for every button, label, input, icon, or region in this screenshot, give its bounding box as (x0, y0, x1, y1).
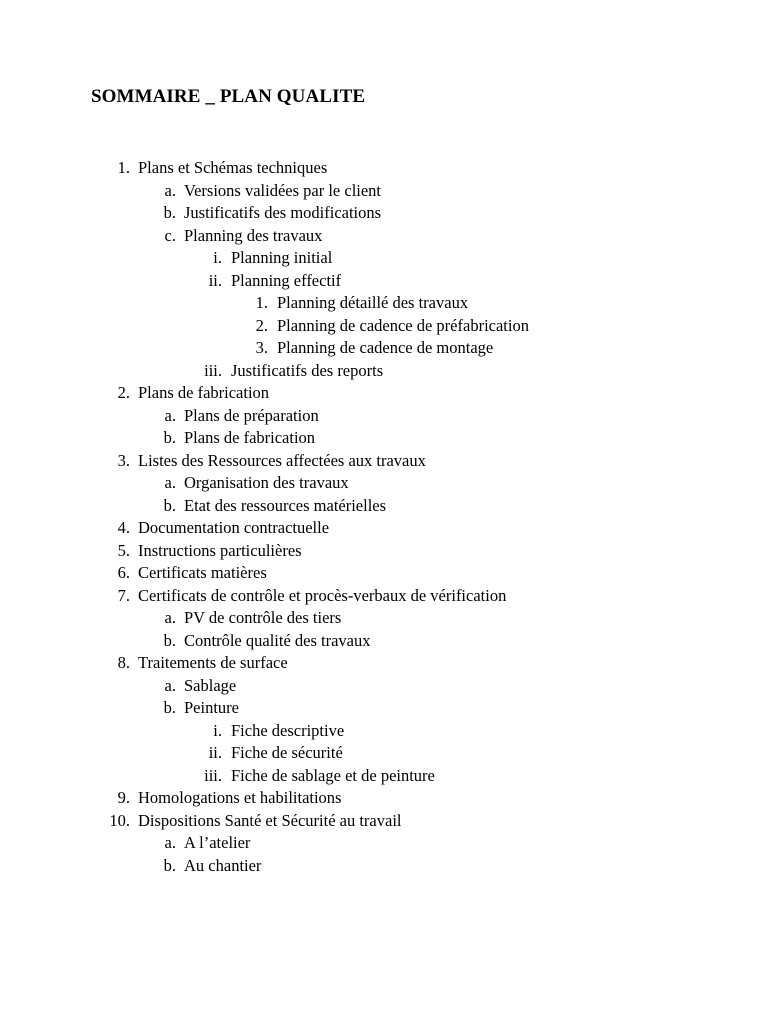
toc-item-text: Dispositions Santé et Sécurité au travail (138, 810, 402, 830)
toc-item-level-1 (0, 382, 768, 405)
toc-item-text: Listes des Ressources affectées aux travaux (138, 450, 426, 470)
toc-item-text: Peinture (184, 698, 239, 717)
toc-item-number: a. (164, 405, 176, 425)
toc-item-text: Fiche descriptive (231, 720, 345, 740)
table-of-contents (0, 157, 768, 877)
toc-item-level-3 (0, 720, 768, 743)
toc-item-text: Justificatifs des reports (231, 360, 384, 380)
toc-item-number: 5. (117, 540, 130, 560)
toc-item-text: Au chantier (184, 855, 262, 875)
toc-item-number: 4. (117, 518, 130, 537)
document-title: SOMMAIRE _ PLAN QUALITE (91, 86, 366, 107)
toc-item-text: Planning de cadence de préfabrication (277, 315, 529, 335)
toc-item-number: ii. (208, 743, 222, 762)
toc-item-text: Plans de fabrication (184, 428, 316, 447)
toc-item-level-2 (0, 202, 768, 225)
toc-item-text: Planning de cadence de montage (277, 338, 494, 357)
toc-item-text: Plans de préparation (184, 405, 319, 425)
toc-item-number: b. (163, 203, 176, 222)
toc-item-level-2 (0, 607, 768, 630)
toc-item-text: Instructions particulières (138, 540, 302, 560)
toc-item-level-2 (0, 855, 768, 878)
toc-item-level-2 (0, 697, 768, 720)
toc-item-level-1 (0, 562, 768, 585)
toc-item-number: 7. (117, 585, 130, 605)
toc-item-level-2 (0, 630, 768, 653)
toc-item-text: Planning effectif (231, 270, 342, 290)
toc-item-level-3 (0, 765, 768, 788)
toc-item-number: 10. (109, 810, 130, 830)
toc-item-text: Organisation des travaux (184, 473, 349, 492)
toc-item-text: Planning détaillé des travaux (277, 293, 469, 312)
toc-item-number: a. (164, 675, 176, 695)
toc-item-number: a. (164, 833, 176, 852)
toc-item-level-3 (0, 742, 768, 765)
toc-item-number: b. (163, 428, 176, 447)
toc-item-text: Versions validées par le client (184, 180, 382, 200)
toc-item-number: i. (213, 248, 222, 267)
toc-item-number: a. (164, 473, 176, 492)
toc-item-number: a. (164, 180, 176, 200)
toc-item-level-3 (0, 270, 768, 293)
toc-item-level-1 (0, 585, 768, 608)
toc-item-number: c. (164, 225, 176, 245)
toc-item-level-4 (0, 337, 768, 360)
toc-item-number: 9. (117, 788, 130, 807)
toc-item-text: Planning des travaux (184, 225, 323, 245)
toc-item-number: 1. (117, 158, 130, 177)
toc-item-level-1 (0, 787, 768, 810)
toc-item-level-3 (0, 247, 768, 270)
toc-item-number: 3. (255, 338, 268, 357)
toc-item-level-1 (0, 517, 768, 540)
toc-item-text: Sablage (184, 675, 237, 695)
toc-item-level-1 (0, 810, 768, 833)
toc-item-level-1 (0, 540, 768, 563)
toc-item-number: iii. (204, 765, 222, 785)
toc-item-number: 8. (117, 653, 130, 672)
toc-item-text: Certificats matières (138, 563, 267, 582)
toc-item-number: b. (163, 630, 176, 650)
toc-item-number: a. (164, 608, 176, 627)
toc-item-number: b. (163, 698, 176, 717)
toc-item-level-4 (0, 315, 768, 338)
toc-item-level-2 (0, 427, 768, 450)
toc-item-text: Contrôle qualité des travaux (184, 630, 371, 650)
toc-item-text: Justificatifs des modifications (184, 203, 382, 222)
toc-item-text: Homologations et habilitations (138, 788, 342, 807)
toc-item-level-4 (0, 292, 768, 315)
toc-item-level-3 (0, 360, 768, 383)
toc-item-number: 6. (117, 563, 130, 582)
toc-item-level-2 (0, 675, 768, 698)
toc-item-number: 1. (255, 293, 268, 312)
toc-item-level-2 (0, 832, 768, 855)
toc-item-text: Plans de fabrication (138, 383, 270, 402)
toc-item-level-2 (0, 472, 768, 495)
toc-item-text: PV de contrôle des tiers (184, 608, 342, 627)
toc-item-level-2 (0, 225, 768, 248)
toc-item-text: Fiche de sablage et de peinture (231, 765, 435, 785)
toc-item-level-1 (0, 157, 768, 180)
toc-item-number: 3. (117, 450, 130, 470)
toc-item-number: 2. (117, 383, 130, 402)
toc-item-level-1 (0, 450, 768, 473)
toc-item-text: Planning initial (231, 248, 333, 267)
toc-item-number: 2. (255, 315, 268, 335)
toc-item-text: A l’atelier (184, 833, 251, 852)
toc-item-text: Certificats de contrôle et procès-verbaux de vérification (138, 585, 507, 605)
toc-item-level-1 (0, 652, 768, 675)
toc-item-level-2 (0, 180, 768, 203)
toc-item-text: Fiche de sécurité (231, 743, 343, 762)
toc-item-number: iii. (204, 360, 222, 380)
toc-item-number: b. (163, 855, 176, 875)
toc-item-text: Etat des ressources matérielles (184, 495, 387, 515)
toc-item-level-2 (0, 495, 768, 518)
toc-item-level-2 (0, 405, 768, 428)
toc-item-text: Traitements de surface (138, 653, 288, 672)
toc-item-text: Plans et Schémas techniques (138, 158, 328, 177)
toc-item-number: i. (213, 720, 222, 740)
toc-item-number: ii. (208, 270, 222, 290)
toc-item-text: Documentation contractuelle (138, 518, 330, 537)
toc-item-number: b. (163, 495, 176, 515)
